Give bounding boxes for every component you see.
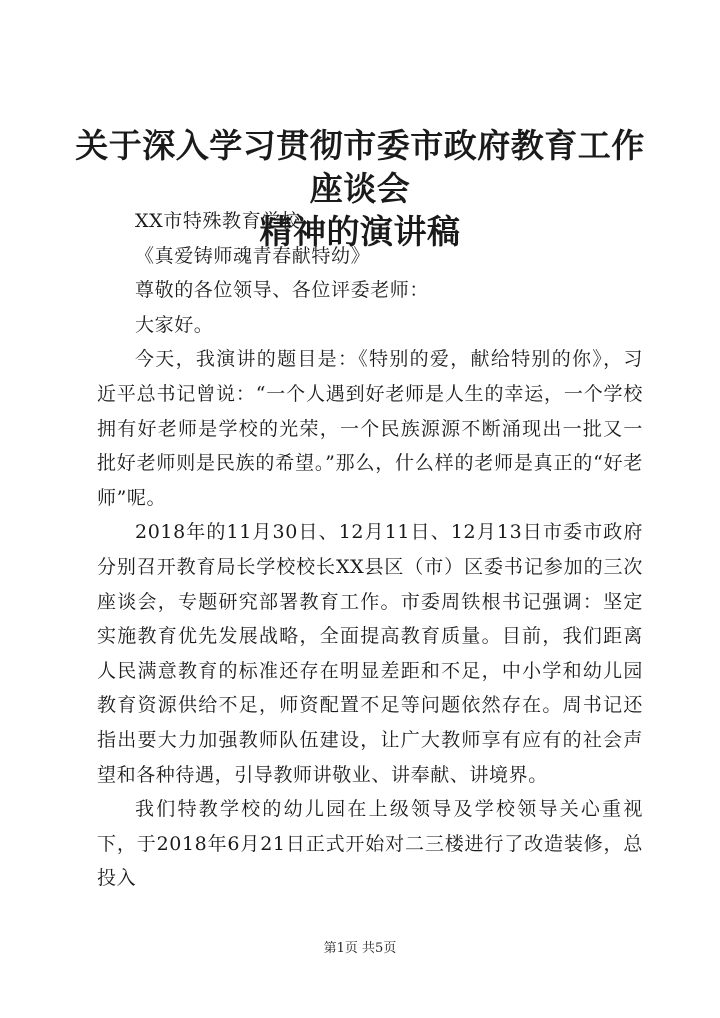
page-footer: 第1页 共5页 bbox=[323, 941, 397, 956]
greeting: 大家好。 bbox=[135, 313, 214, 336]
paragraph-kindergarten: 我们特教学校的幼儿园在上级领导及学校领导关心重视下，于2018年6月21日正式开始对二三楼进行了改造装修，总投入 bbox=[97, 798, 643, 890]
speech-subtitle: 《真爱铸师魂青春献特幼》 bbox=[135, 244, 371, 267]
title-line-1: 关于深入学习贯彻市委市政府教育工作座谈会 bbox=[75, 126, 645, 208]
paragraph-intro: 今天，我演讲的题目是：《特别的爱，献给特别的你》，习近平总书记曾说：“一个人遇到好老师是人生的幸运，一个学校拥有好老师是学校的光荣，一个民族源源不断涌现出一批又一批好老师则是民族的希望。”那么，什么样的老师是真正的“好老师”呢。 bbox=[97, 348, 643, 509]
salutation: 尊敬的各位领导、各位评委老师： bbox=[135, 279, 430, 302]
school-name: XX市特殊教育学校 bbox=[135, 210, 301, 232]
title-line-2: 精神的演讲稿 bbox=[259, 212, 461, 251]
document-body bbox=[97, 204, 643, 896]
paragraph-meetings: 2018年的11月30日、12月11日、12月13日市委市政府分别召开教育局长学校校长XX县区（市）区委书记参加的三次座谈会，专题研究部署教育工作。市委周铁根书记强调：坚定实施教育优先发展战略，全面提高教育质量。目前，我们距离人民满意教育的标准还存在明显差距和不足，中小学和幼儿园教育资源供给不足，师资配置不足等问题依然存在。周书记还指出要大力加强教师队伍建设，让广大教师享有应有的社会声望和各种待遇，引导教师讲敬业、讲奉献、讲境界。 bbox=[97, 521, 643, 786]
